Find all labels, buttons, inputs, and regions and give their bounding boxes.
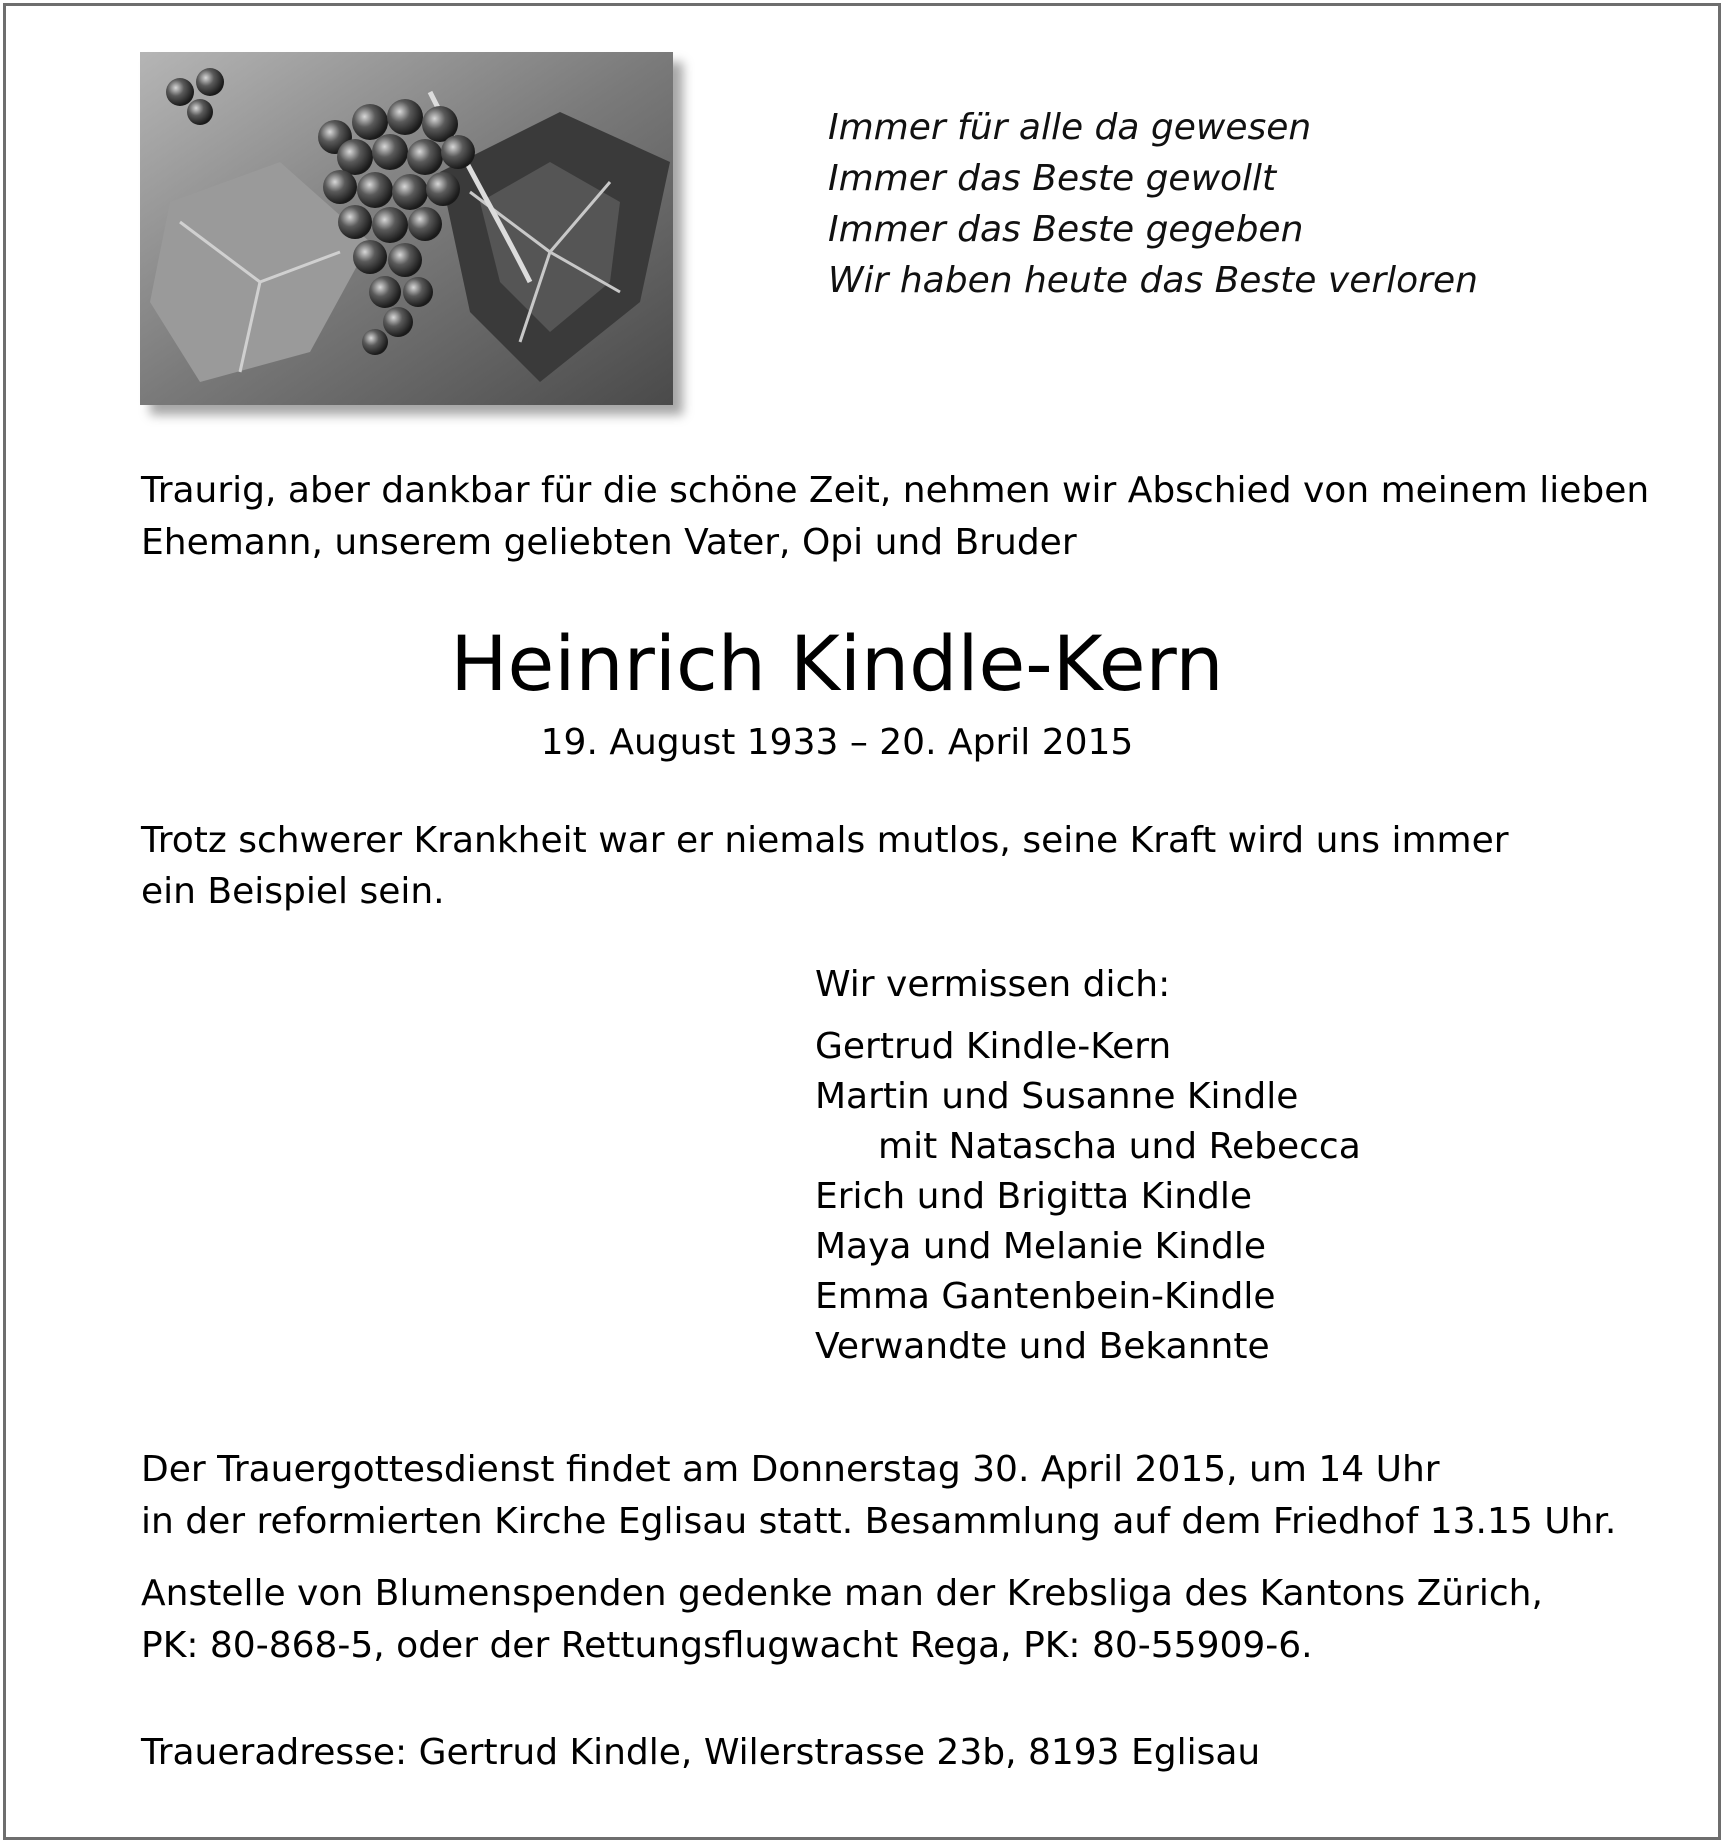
- grapes-illustration: [140, 52, 673, 405]
- mourners-heading: Wir vermissen dich:: [815, 964, 1171, 1005]
- mourner-name: Erich und Brigitta Kindle: [815, 1176, 1253, 1217]
- mourning-address: Traueradresse: Gertrud Kindle, Wilerstrasse 23b, 8193 Eglisau: [141, 1732, 1261, 1773]
- mourner-name: mit Natascha und Rebecca: [878, 1126, 1361, 1167]
- poem-line: Wir haben heute das Beste verloren: [828, 260, 1478, 301]
- service-info: [141, 1444, 1616, 1548]
- tribute-paragraph: [141, 815, 1509, 917]
- life-dates: 19. August 1933 – 20. April 2015: [540, 722, 1134, 763]
- poem-line: Immer das Beste gewollt: [828, 158, 1277, 199]
- tribute-line: Trotz schwerer Krankheit war er niemals mutlos, seine Kraft wird uns immer: [141, 820, 1509, 861]
- mourner-name: Gertrud Kindle-Kern: [815, 1026, 1172, 1067]
- donation-line: PK: 80-868-5, oder der Rettungsflugwacht Rega, PK: 80-55909-6.: [141, 1625, 1313, 1666]
- memorial-poem: [828, 102, 1478, 306]
- grapes-photo: [140, 52, 673, 405]
- mourner-name: Emma Gantenbein-Kindle: [815, 1276, 1276, 1317]
- donation-line: Anstelle von Blumenspenden gedenke man der Krebsliga des Kantons Zürich,: [141, 1573, 1543, 1614]
- mourners-list: [815, 1022, 1361, 1372]
- intro-paragraph: [141, 465, 1649, 569]
- donation-info: [141, 1568, 1543, 1672]
- poem-line: Immer für alle da gewesen: [828, 107, 1312, 148]
- mourner-name: Verwandte und Bekannte: [815, 1326, 1270, 1367]
- service-line: in der reformierten Kirche Eglisau statt. Besammlung auf dem Friedhof 13.15 Uhr.: [141, 1501, 1617, 1542]
- service-line: Der Trauergottesdienst findet am Donnerstag 30. April 2015, um 14 Uhr: [141, 1449, 1440, 1490]
- deceased-name: Heinrich Kindle-Kern: [450, 619, 1224, 708]
- poem-line: Immer das Beste gegeben: [828, 209, 1304, 250]
- intro-line: Traurig, aber dankbar für die schöne Zeit, nehmen wir Abschied von meinem lieben: [141, 470, 1650, 511]
- mourner-name: Maya und Melanie Kindle: [815, 1226, 1266, 1267]
- intro-line: Ehemann, unserem geliebten Vater, Opi und Bruder: [141, 522, 1077, 563]
- tribute-line: ein Beispiel sein.: [141, 871, 445, 912]
- mourner-name: Martin und Susanne Kindle: [815, 1076, 1299, 1117]
